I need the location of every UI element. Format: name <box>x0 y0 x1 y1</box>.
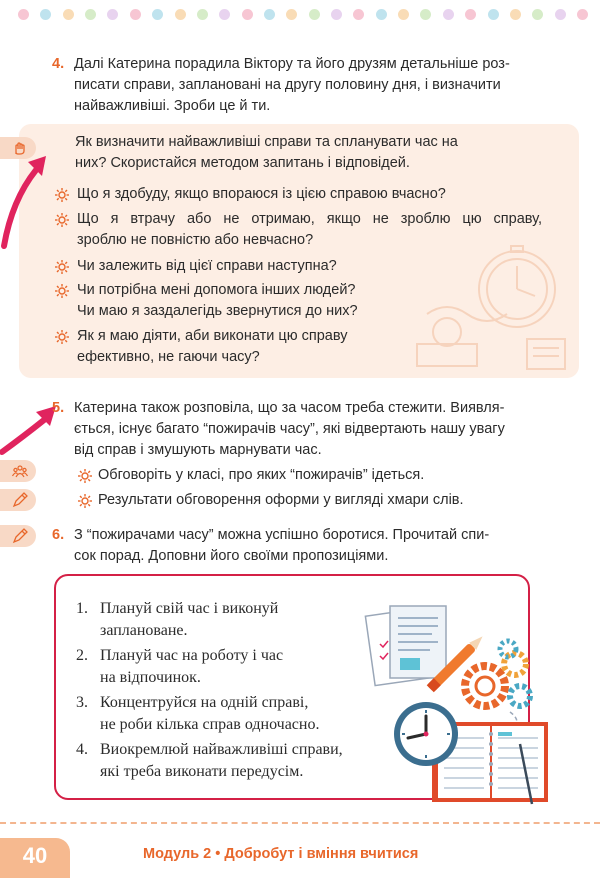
clock-planner-illustration <box>360 604 560 810</box>
sun-bullet-icon <box>55 284 69 298</box>
decorative-dot <box>107 9 118 20</box>
decorative-dot <box>510 9 521 20</box>
pencil-icon <box>12 528 28 544</box>
task-5-line-3: від справ і змушують марнувати час. <box>74 442 322 458</box>
pink-arrow-up <box>0 150 50 250</box>
decorative-dot <box>331 9 342 20</box>
task-6-line-1: З “пожирачами часу” можна успішно боротися. Прочитай спи- <box>74 527 490 543</box>
method-intro <box>75 132 565 174</box>
decorative-dot <box>353 9 364 20</box>
decorative-dot <box>85 9 96 20</box>
tip-3-line-2: не роби кілька справ одночасно. <box>100 716 320 733</box>
question-3-line-1: Чи залежить від цієї справи наступна? <box>77 258 337 274</box>
decorative-dot-row <box>18 9 588 21</box>
decorative-dot <box>63 9 74 20</box>
decorative-dot <box>532 9 543 20</box>
decorative-dot <box>376 9 387 20</box>
decorative-dot <box>465 9 476 20</box>
decorative-dot <box>18 9 29 20</box>
people-icon <box>12 463 28 479</box>
question-1-line-1: Що я здобуду, якщо впораюся із цією справою вчасно? <box>77 186 446 202</box>
task-5-line-1: Катерина також розповіла, що за часом треба стежити. Виявля- <box>74 400 505 416</box>
task-6-text <box>74 525 548 567</box>
task-4-text <box>74 54 548 117</box>
module-title: Модуль 2 • Добробут і вміння вчитися <box>143 846 419 862</box>
method-intro-line-2: них? Скористайся методом запитань і відповідей. <box>75 155 410 171</box>
decorative-dot <box>40 9 51 20</box>
task-4-line-2: писати справи, заплановані на другу половину дня, і визначити <box>74 77 501 93</box>
method-box <box>19 124 579 378</box>
sun-bullet-icon <box>55 188 69 202</box>
question-5-line-1: Як я маю діяти, аби виконати цю справу <box>77 328 348 344</box>
tip-4-line-1: Виокремлюй найважливіші справи, <box>100 741 343 758</box>
tip-4-number: 4. <box>76 741 88 758</box>
tip-2-line-1: Плануй час на роботу і час <box>100 647 284 664</box>
question-2-line-1: Що я втрачу або не отримаю, якщо не зроблю цю справу, <box>77 211 542 227</box>
task-6-number: 6. <box>52 527 65 543</box>
decorative-dot <box>309 9 320 20</box>
sun-bullet-icon <box>55 330 69 344</box>
decorative-dot <box>197 9 208 20</box>
task-6-line-2: сок порад. Доповни його своїми пропозиціями. <box>74 548 389 564</box>
task-4-line-3: найважливіші. Зроби це й ти. <box>74 98 271 114</box>
pencil-icon-tab-1 <box>0 489 36 511</box>
decorative-dot <box>130 9 141 20</box>
task-4-number: 4. <box>52 56 65 72</box>
question-5-line-2: ефективно, не гаючи часу? <box>77 349 260 365</box>
task-5-bullet-2-text: Результати обговорення оформи у вигляді хмари слів. <box>98 492 464 508</box>
decorative-dot <box>152 9 163 20</box>
decorative-dot <box>219 9 230 20</box>
task-5-number: 5. <box>52 400 65 416</box>
tip-4-line-2: які треба виконати передусім. <box>100 763 304 780</box>
sun-bullet-icon <box>78 494 92 508</box>
tip-3-line-1: Концентруйся на одній справі, <box>100 694 309 711</box>
sun-bullet-icon <box>78 469 92 483</box>
decorative-dot <box>555 9 566 20</box>
tip-2-number: 2. <box>76 647 88 664</box>
task-4-line-1: Далі Катерина порадила Віктору та його друзям детальніше роз- <box>74 56 510 72</box>
decorative-dot <box>398 9 409 20</box>
decorative-dot <box>420 9 431 20</box>
tip-2-line-2: на відпочинок. <box>100 669 201 686</box>
question-2-line-2: зроблю не повністю або невчасно? <box>77 232 314 248</box>
footer-divider <box>0 822 600 824</box>
tip-3-number: 3. <box>76 694 88 711</box>
question-4-line-2: Чи маю я заздалегідь звернутися до них? <box>77 303 358 319</box>
page-number: 40 <box>0 838 70 878</box>
decorative-dot <box>443 9 454 20</box>
decorative-dot <box>577 9 588 20</box>
pink-arrow-right <box>0 392 60 462</box>
sun-bullet-icon <box>55 260 69 274</box>
task-5-line-2: ється, існує багато “пожирачів часу”, які відвертають нашу увагу <box>74 421 505 437</box>
sun-bullet-icon <box>55 213 69 227</box>
decorative-dot <box>286 9 297 20</box>
pencil-icon-tab-2 <box>0 525 36 547</box>
decorative-dot <box>264 9 275 20</box>
method-intro-line-1: Як визначити найважливіші справи та спланувати час на <box>75 134 458 150</box>
tip-1-line-2: заплановане. <box>100 622 188 639</box>
task-5-bullet-1-text: Обговоріть у класі, про яких “пожирачів” ідеться. <box>98 467 425 483</box>
question-4-line-1: Чи потрібна мені допомога інших людей? <box>77 282 356 298</box>
tip-1-number: 1. <box>76 600 88 617</box>
tip-1-line-1: Плануй свій час і виконуй <box>100 600 279 617</box>
decorative-dot <box>175 9 186 20</box>
people-icon-tab <box>0 460 36 482</box>
decorative-dot <box>488 9 499 20</box>
decorative-dot <box>242 9 253 20</box>
task-5-text <box>74 398 548 461</box>
pencil-icon <box>12 492 28 508</box>
